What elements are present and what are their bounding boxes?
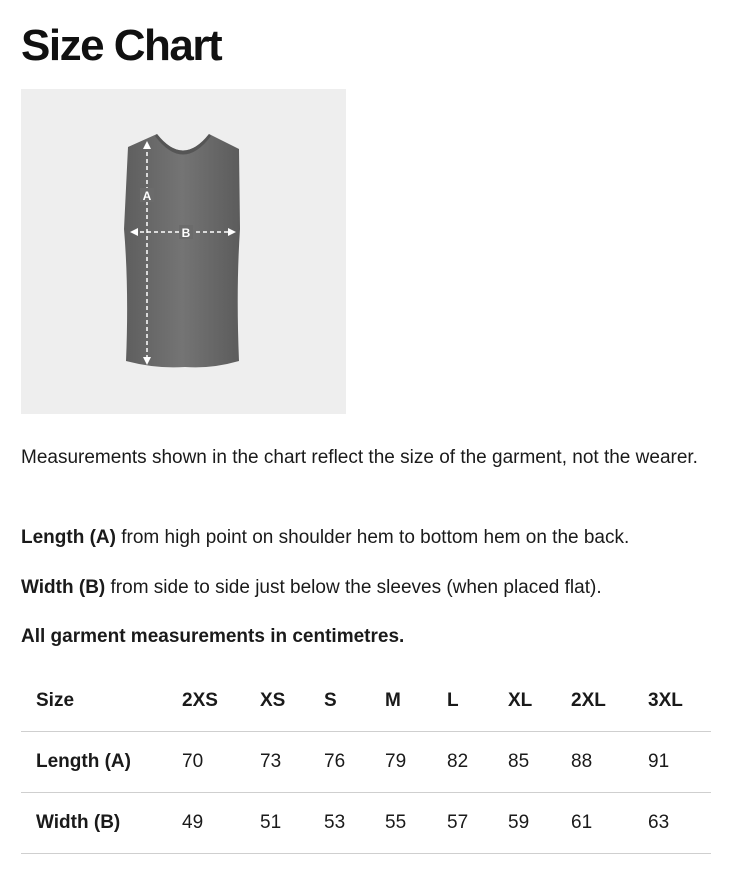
row-label: Width (B) [36, 812, 121, 833]
table-header-row [21, 671, 711, 732]
table-cell: 49 [182, 812, 204, 833]
garment-diagram [21, 89, 346, 414]
table-cell: 63 [648, 812, 670, 833]
header-cell: XS [260, 690, 286, 711]
intro-text: Measurements shown in the chart reflect the size of the garment, not the wearer. [21, 447, 698, 468]
table-cell: 82 [447, 751, 469, 772]
table-cell: 73 [260, 751, 282, 772]
tank-top-shape [124, 134, 240, 367]
width-description [21, 573, 711, 603]
header-cell: S [324, 690, 337, 711]
table-row [21, 793, 711, 854]
table-cell: 88 [571, 751, 593, 772]
table-cell: 61 [571, 812, 593, 833]
length-text: from high point on shoulder hem to bottom hem on the back. [115, 527, 630, 548]
table-cell: 85 [508, 751, 530, 772]
table-cell: 59 [508, 812, 530, 833]
table-cell: 53 [324, 812, 346, 833]
table-cell: 55 [385, 812, 407, 833]
row-label: Length (A) [36, 751, 131, 772]
units-note: All garment measurements in centimetres. [21, 626, 405, 647]
size-table [21, 671, 711, 854]
table-cell: 57 [447, 812, 469, 833]
table-cell: 51 [260, 812, 282, 833]
width-term: Width (B) [21, 577, 106, 598]
header-cell: 2XS [182, 690, 218, 711]
label-a: A [142, 189, 152, 203]
tank-top-illustration [21, 89, 346, 414]
page-title: Size Chart [21, 21, 222, 70]
header-cell: M [385, 690, 401, 711]
table-cell: 79 [385, 751, 407, 772]
label-b: B [181, 226, 191, 240]
length-term: Length (A) [21, 527, 116, 548]
header-cell: Size [36, 690, 75, 711]
table-cell: 91 [648, 751, 670, 772]
header-cell: 3XL [648, 690, 683, 711]
length-description [21, 523, 711, 553]
width-text: from side to side just below the sleeves (when placed flat). [105, 577, 602, 598]
table-row [21, 732, 711, 793]
table-cell: 70 [182, 751, 204, 772]
header-cell: 2XL [571, 690, 606, 711]
header-cell: XL [508, 690, 533, 711]
header-cell: L [447, 690, 459, 711]
table-cell: 76 [324, 751, 346, 772]
